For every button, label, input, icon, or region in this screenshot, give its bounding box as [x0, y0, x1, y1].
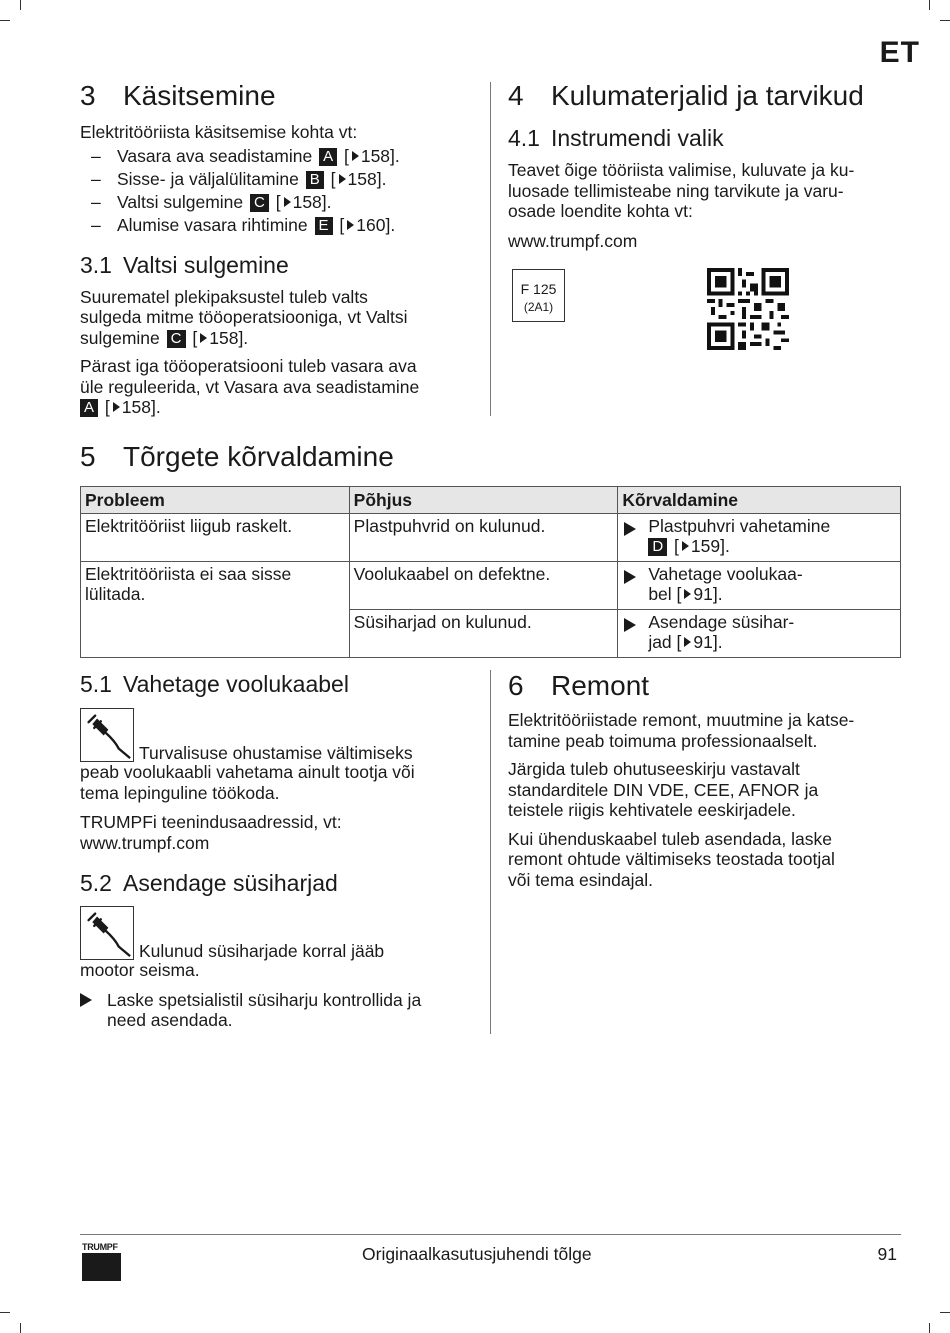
crop-mark — [0, 1312, 10, 1313]
remedy-cell: Asendage süsihar- jad [ 91]. — [618, 609, 901, 657]
section-4-1-paragraph: Teavet õige tööriista valimise, kuluvate ja ku- luosade tellimisteabe ning tarvikute ja varu- osade loendite kohta vt: — [508, 160, 855, 221]
footer-title: Originaalkasutusjuhendi tõlge — [362, 1244, 592, 1264]
section-3-1-paragraph-2: Pärast iga tööoperatsiooni tuleb vasara ava üle reguleerida, vt Vasara ava seadistamine A [ 158]. — [80, 356, 420, 417]
website-link[interactable]: www.trumpf.com — [80, 832, 210, 853]
warning-block: Turvalisuse ohustamise vältimiseks peab voolukaabli vahetama ainult tootja või tema lepinguline töökoda. — [80, 708, 480, 803]
cause-cell: Süsiharjad on kulunud. — [349, 609, 618, 657]
section-4-heading: 4 Kulumaterjalid ja tarvikud — [508, 80, 864, 111]
action-arrow-icon — [624, 570, 636, 584]
cause-cell: Voolukaabel on defektne. — [349, 561, 618, 609]
page-ref-arrow-icon — [113, 402, 120, 412]
action-arrow-icon — [624, 522, 636, 536]
page-number: 91 — [877, 1244, 897, 1264]
service-addresses-text: TRUMPFi teenindusaadressid, vt: www.trumpf.com — [80, 812, 342, 853]
section-3-intro: Elektritööriista käsitsemise kohta vt: — [80, 122, 358, 142]
crop-mark — [20, 0, 21, 10]
problem-cell: Elektritööriist liigub raskelt. — [81, 513, 350, 561]
key-label: A — [80, 399, 98, 417]
page-ref-link[interactable]: 158]. — [121, 397, 161, 417]
table-row — [81, 513, 901, 561]
page-ref-arrow-icon — [200, 333, 207, 343]
list-item: – Valtsi sulgemine C [ 158]. — [91, 191, 332, 212]
key-label: C — [250, 194, 269, 212]
page-ref-link[interactable]: 159]. — [690, 536, 730, 556]
key-label: A — [319, 148, 337, 166]
section-5-heading: 5 Tõrgete kõrvaldamine — [80, 441, 394, 472]
section-4-1-heading: 4.1 Instrumendi valik — [508, 125, 724, 151]
page-ref-arrow-icon — [682, 541, 689, 551]
footer-rule — [80, 1234, 901, 1235]
website-link[interactable]: www.trumpf.com — [508, 230, 638, 251]
key-label: B — [306, 171, 324, 189]
page-ref-arrow-icon — [284, 197, 291, 207]
page-ref-link[interactable]: 158]. — [360, 145, 400, 166]
key-label: D — [648, 538, 667, 556]
page-ref-arrow-icon — [684, 589, 691, 599]
column-header: Kõrvaldamine — [618, 487, 901, 514]
section-4 — [508, 80, 903, 251]
crop-mark — [0, 20, 10, 21]
key-label: E — [315, 217, 333, 235]
section-5-1-heading: 5.1 Vahetage voolukaabel — [80, 671, 349, 697]
section-6-paragraph-3: Kui ühenduskaabel tuleb asendada, laske remont ohtude vältimiseks teostada tootjal või tema esindajal. — [508, 828, 835, 890]
column-header: Põhjus — [349, 487, 618, 514]
key-label: C — [167, 330, 186, 348]
language-code: ET — [879, 36, 920, 69]
page-ref-arrow-icon — [684, 637, 691, 647]
list-item: – Alumise vasara rihtimine E [ 160]. — [91, 214, 396, 235]
tool-code-box: F 125 (2A1) — [512, 269, 565, 322]
section-6-heading: 6 Remont — [508, 670, 650, 701]
plug-warning-icon — [80, 906, 134, 960]
page-ref-link[interactable]: 158]. — [292, 191, 332, 212]
page-ref-link[interactable]: 91]. — [693, 632, 723, 652]
warning-block: Kulunud süsiharjade korral jääb mootor seisma. — [80, 906, 480, 981]
section-3-1-paragraph-1: Suurematel plekipaksustel tuleb valts sulgeda mitme tööoperatsiooniga, vt Valtsi sulgemine C [ 158]. — [80, 286, 408, 348]
action-arrow-icon — [80, 993, 92, 1007]
troubleshooting-table — [80, 486, 901, 658]
remedy-cell: Plastpuhvri vahetamine D [ 159]. — [618, 513, 901, 561]
crop-mark — [940, 1312, 950, 1313]
page-ref-link[interactable]: 91]. — [693, 584, 723, 604]
crop-mark — [20, 1323, 21, 1333]
page-ref-link[interactable]: 160]. — [356, 214, 396, 235]
action-step: Laske spetsialistil süsiharju kontrollida ja need asendada. — [80, 990, 480, 1031]
section-5-2-heading: 5.2 Asendage süsiharjad — [80, 870, 338, 896]
section-6 — [508, 670, 903, 890]
qr-code-icon[interactable] — [707, 268, 789, 350]
section-3-heading: 3 Käsitsemine — [80, 80, 276, 111]
column-divider — [490, 82, 491, 416]
remedy-cell: Vahetage voolukaa- bel [ 91]. — [618, 561, 901, 609]
section-3-1-heading: 3.1 Valtsi sulgemine — [80, 251, 289, 278]
plug-warning-icon — [80, 708, 134, 762]
section-3-list — [80, 145, 480, 237]
trumpf-logo: TRUMPF — [82, 1242, 122, 1281]
problem-cell: Elektritööriista ei saa sisse lülitada. — [81, 561, 350, 657]
section-3 — [80, 80, 480, 418]
crop-mark — [929, 0, 930, 10]
section-6-paragraph-2: Järgida tuleb ohutuseeskirju vastavalt standarditele DIN VDE, CEE, AFNOR ja teistele riigis kehtivatele eeskirjadele. — [508, 759, 819, 820]
page-ref-arrow-icon — [352, 151, 359, 161]
column-divider — [490, 670, 491, 1034]
section-6-paragraph-1: Elektritööriistade remont, muutmine ja katse- tamine peab toimuma professionaalselt. — [508, 710, 855, 751]
cause-cell: Plastpuhvrid on kulunud. — [349, 513, 618, 561]
list-item: – Vasara ava seadistamine A [ 158]. — [91, 145, 400, 166]
table-row — [81, 561, 901, 609]
table-header-row — [81, 487, 901, 514]
crop-mark — [940, 20, 950, 21]
action-arrow-icon — [624, 618, 636, 632]
page-ref-arrow-icon — [339, 174, 346, 184]
page-ref-arrow-icon — [347, 220, 354, 230]
crop-mark — [929, 1323, 930, 1333]
list-item: – Sisse- ja väljalülitamine B [ 158]. — [91, 168, 387, 189]
column-header: Probleem — [81, 487, 350, 514]
page-ref-link[interactable]: 158]. — [209, 327, 249, 348]
section-5-1 — [80, 670, 480, 1031]
page-ref-link[interactable]: 158]. — [347, 168, 387, 189]
